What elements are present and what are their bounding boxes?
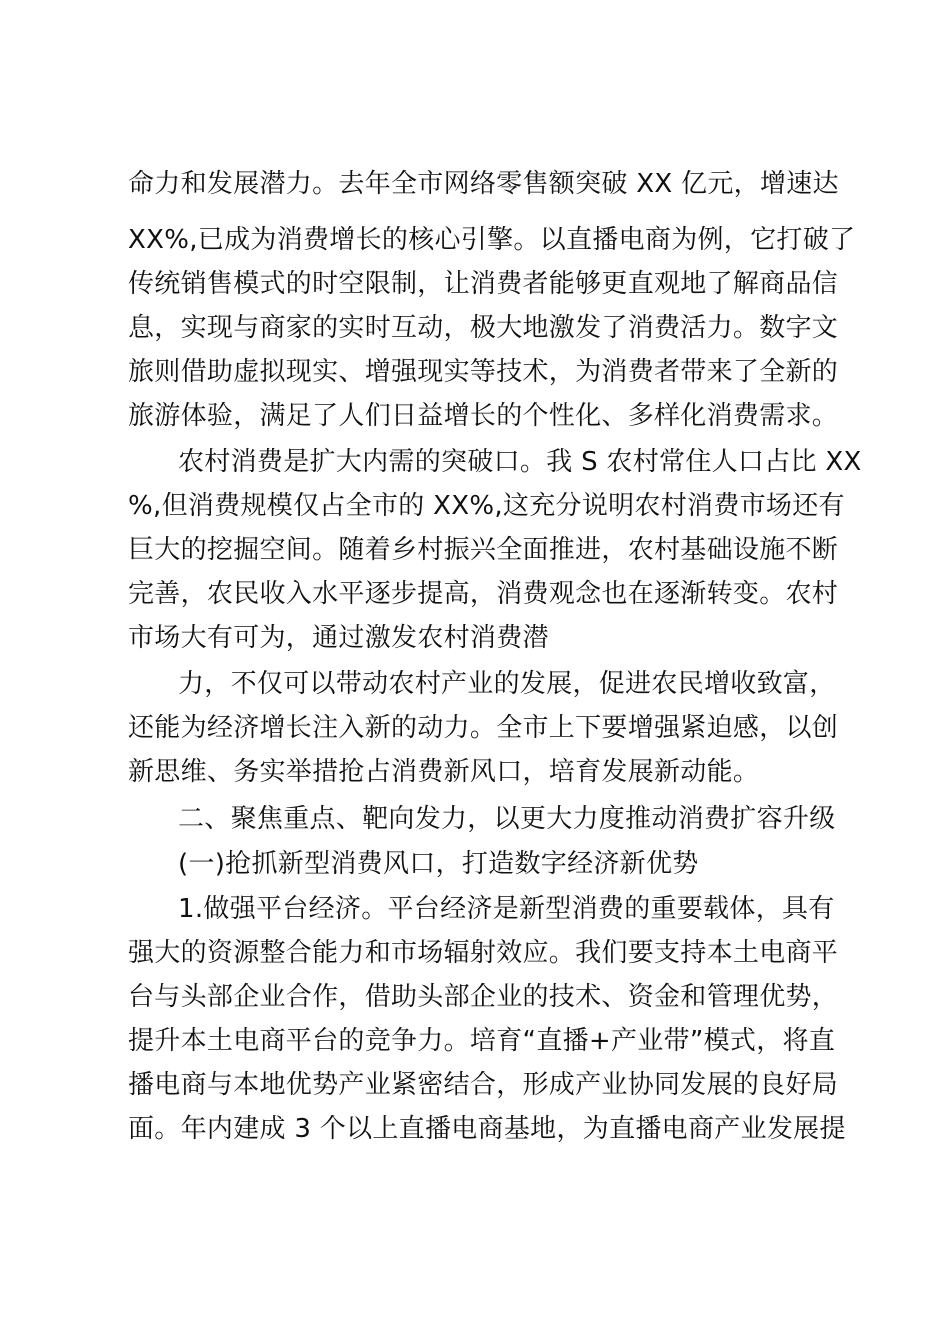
paragraph-start-line: 1.做强平台经济。平台经济是新型消费的重要载体，具有	[178, 894, 835, 924]
text-line: 市场大有可为，通过激发农村消费潜	[128, 623, 549, 653]
text-line: 完善，农民收入水平逐步提高，消费观念也在逐渐转变。农村	[128, 579, 839, 609]
text-line: 旅游体验，满足了人们日益增长的个性化、多样化消费需求。	[128, 401, 839, 431]
text-line: 提升本土电商平台的竞争力。培育“直播+产业带”模式，将直	[128, 1026, 836, 1056]
text-line: %,但消费规模仅占全市的 XX%,这充分说明农村消费市场还有	[128, 491, 845, 521]
text-line: 台与头部企业合作，借助头部企业的技术、资金和管理优势，	[128, 982, 839, 1012]
text-line: 还能为经济增长注入新的动力。全市上下要增强紧迫感，以创	[128, 713, 839, 743]
text-line: 旅则借助虚拟现实、增强现实等技术，为消费者带来了全新的	[128, 357, 839, 387]
section-heading: 二、聚焦重点、靶向发力，以更大力度推动消费扩容升级	[178, 804, 836, 834]
text-line: 命力和发展潜力。去年全市网络零售额突破 XX 亿元，增速达	[128, 169, 839, 199]
subsection-heading: (一)抢抓新型消费风口，打造数字经济新优势	[178, 849, 699, 879]
paragraph-start-line: 农村消费是扩大内需的突破口。我 S 农村常住人口占比 XX	[178, 447, 862, 477]
text-line: 播电商与本地优势产业紧密结合，形成产业协同发展的良好局	[128, 1070, 839, 1100]
text-line: 息，实现与商家的实时互动，极大地激发了消费活力。数字文	[128, 313, 839, 343]
text-line: 巨大的挖掘空间。随着乡村振兴全面推进，农村基础设施不断	[128, 535, 839, 565]
paragraph-start-line: 力，不仅可以带动农村产业的发展，促进农民增收致富，	[178, 669, 836, 699]
text-line: 传统销售模式的时空限制，让消费者能够更直观地了解商品信	[128, 269, 839, 299]
text-line: 强大的资源整合能力和市场辐射效应。我们要支持本土电商平	[128, 938, 839, 968]
text-line: 新思维、务实举措抢占消费新风口，培育发展新动能。	[128, 757, 760, 787]
text-line: 面。年内建成 3 个以上直播电商基地，为直播电商产业发展提	[128, 1114, 846, 1144]
text-line: XX%,已成为消费增长的核心引擎。以直播电商为例，它打破了	[128, 225, 856, 255]
